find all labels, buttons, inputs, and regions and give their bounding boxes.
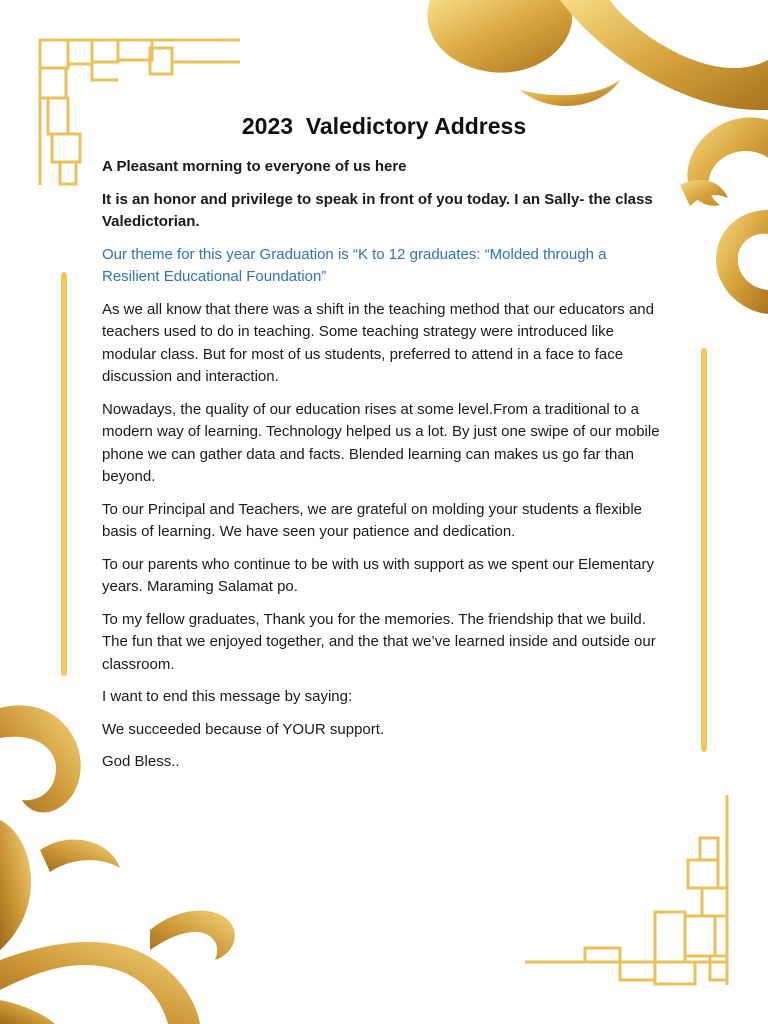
paragraph-support: We succeeded because of YOUR support.	[102, 720, 385, 738]
left-gold-bar	[61, 272, 67, 676]
paragraph-closing-intro: I want to end this message by saying:	[102, 688, 353, 705]
corner-frame-bottom-right	[525, 795, 727, 985]
paragraph-thanks-teachers: To our Principal and Teachers, we are grateful on molding your students a flexible basis of learning. We have seen your patience and dedication.	[102, 500, 643, 540]
greeting-paragraph: A Pleasant morning to everyone of us here	[102, 158, 407, 175]
right-gold-bar	[701, 348, 707, 752]
paragraph-blessing: God Bless..	[102, 753, 180, 770]
intro-paragraph: It is an honor and privilege to speak in front of you today. I an Sally- the class Valedictorian.	[102, 190, 653, 230]
paragraph-teaching-shift: As we all know that there was a shift in the teaching method that our educators and teachers used to do in teaching. Some teaching strategy were introduced like modular class. But for most of us students, preferred to attend in a face to face discussion and interaction.	[102, 300, 654, 385]
paragraph-education-quality: Nowadays, the quality of our education rises at some level.From a traditional to a modern way of learning. Technology helped us a lot. By just one swipe of our mobile phone we can gather data and facts. Blended learning can makes us go far than beyond.	[102, 400, 660, 485]
paragraph-fellow-graduates: To my fellow graduates, Thank you for the memories. The friendship that we build. The fun that we enjoyed together, and the that we’ve learned inside and outside our classroom.	[102, 610, 656, 673]
address-body	[102, 156, 668, 784]
paragraph-thanks-parents: To our parents who continue to be with us with support as we spent our Elementary years. Maraming Salamat po.	[102, 555, 654, 595]
document-title: 2023 Valedictory Address	[241, 113, 527, 139]
theme-paragraph: Our theme for this year Graduation is “K to 12 graduates: “Molded through a Resilient Educational Foundation”	[102, 245, 607, 285]
